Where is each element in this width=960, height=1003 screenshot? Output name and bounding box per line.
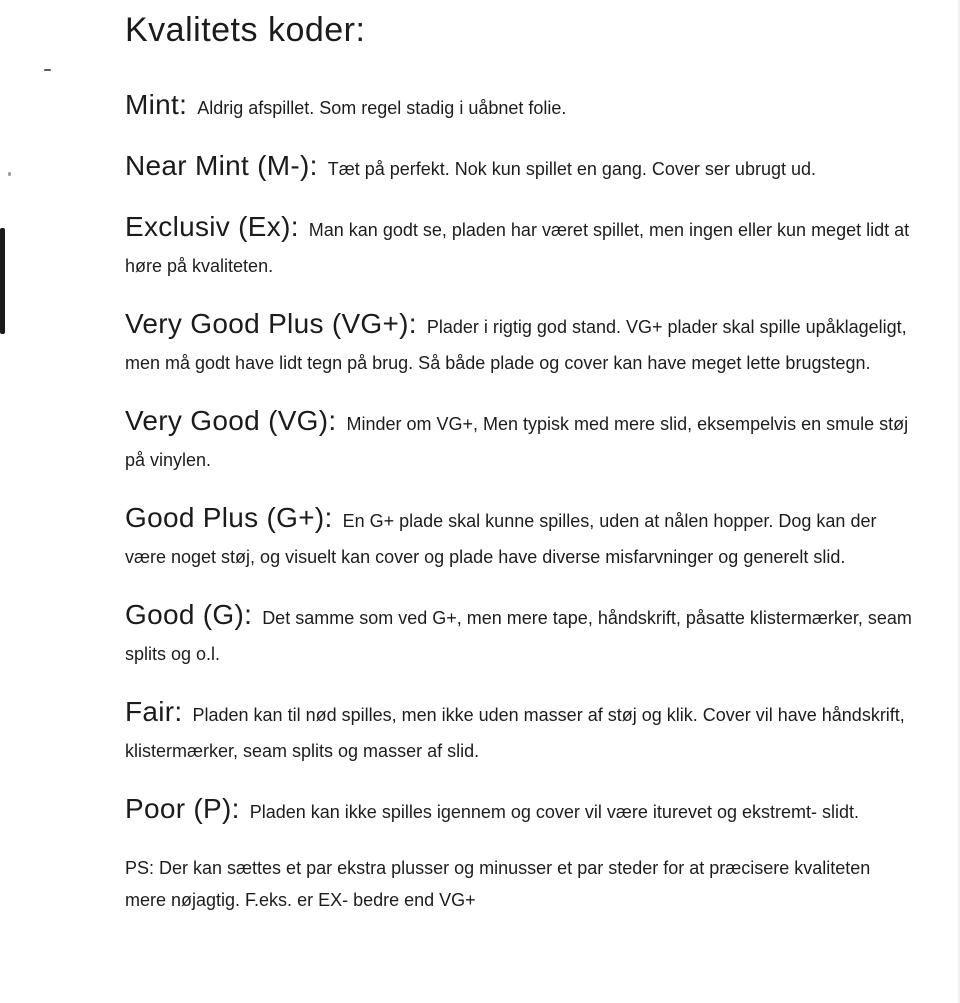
grade-description: Tæt på perfekt. Nok kun spillet en gang. Cover ser ubrugt ud. <box>327 158 816 179</box>
grade-description: Pladen kan til nød spilles, men ikke uden masser af støj og klik. Cover vil have håndskrift, klistermærker, seam splits og masser af slid. <box>125 704 905 761</box>
grade-entry-fair <box>125 694 915 769</box>
grade-description: Det samme som ved G+, men mere tape, håndskrift, påsatte klistermærker, seam splits og o.l. <box>125 607 912 664</box>
grade-description: Plader i rigtig god stand. VG+ plader skal spille upåklageligt, men må godt have lidt tegn på brug. Så både plade og cover kan have meget lette brugstegn. <box>125 316 907 373</box>
grade-description: En G+ plade skal kunne spilles, uden at nålen hopper. Dog kan der være noget støj, og visuelt kan cover og plade have diverse misfarvninger og generelt slid. <box>125 510 877 567</box>
grade-entry-very-good <box>125 403 915 478</box>
grade-entry-very-good-plus <box>125 306 915 381</box>
scan-artifact-left-bar <box>0 228 5 334</box>
grade-description: Pladen kan ikke spilles igennem og cover vil være iturevet og ekstremt- slidt. <box>249 801 860 822</box>
grade-term: Good (G): <box>125 598 253 630</box>
grade-entry-good <box>125 597 915 672</box>
scan-artifact-speck <box>44 69 51 71</box>
grade-term: Near Mint (M-): <box>125 149 318 181</box>
grade-entry-mint <box>125 87 915 126</box>
ps-note: PS: Der kan sættes et par ekstra plusser og minusser et par steder for at præcisere kvaliteten mere nøjagtig. F.eks. er EX- bedre end VG+ <box>125 857 871 910</box>
scan-artifact-speck <box>8 172 11 176</box>
grade-term: Very Good (VG): <box>125 404 337 436</box>
grade-term: Very Good Plus (VG+): <box>125 307 417 339</box>
grade-term: Mint: <box>125 88 188 120</box>
grade-entry-good-plus <box>125 500 915 575</box>
grade-entry-exclusiv <box>125 209 915 284</box>
grade-term: Exclusiv (Ex): <box>125 210 299 242</box>
grade-term: Poor (P): <box>125 792 240 824</box>
grade-description: Minder om VG+, Men typisk med mere slid, eksempelvis en smule støj på vinylen. <box>125 413 909 470</box>
grade-entry-poor <box>125 791 915 830</box>
scanned-document-page <box>125 10 915 916</box>
page-title: Kvalitets koder: <box>125 11 366 49</box>
grade-description: Man kan godt se, pladen har været spillet, men ingen eller kun meget lidt at høre på kvaliteten. <box>125 219 910 276</box>
grade-term: Fair: <box>125 695 183 727</box>
grade-term: Good Plus (G+): <box>125 501 333 533</box>
grade-entry-near-mint <box>125 148 915 187</box>
grade-description: Aldrig afspillet. Som regel stadig i uåbnet folie. <box>197 97 567 118</box>
